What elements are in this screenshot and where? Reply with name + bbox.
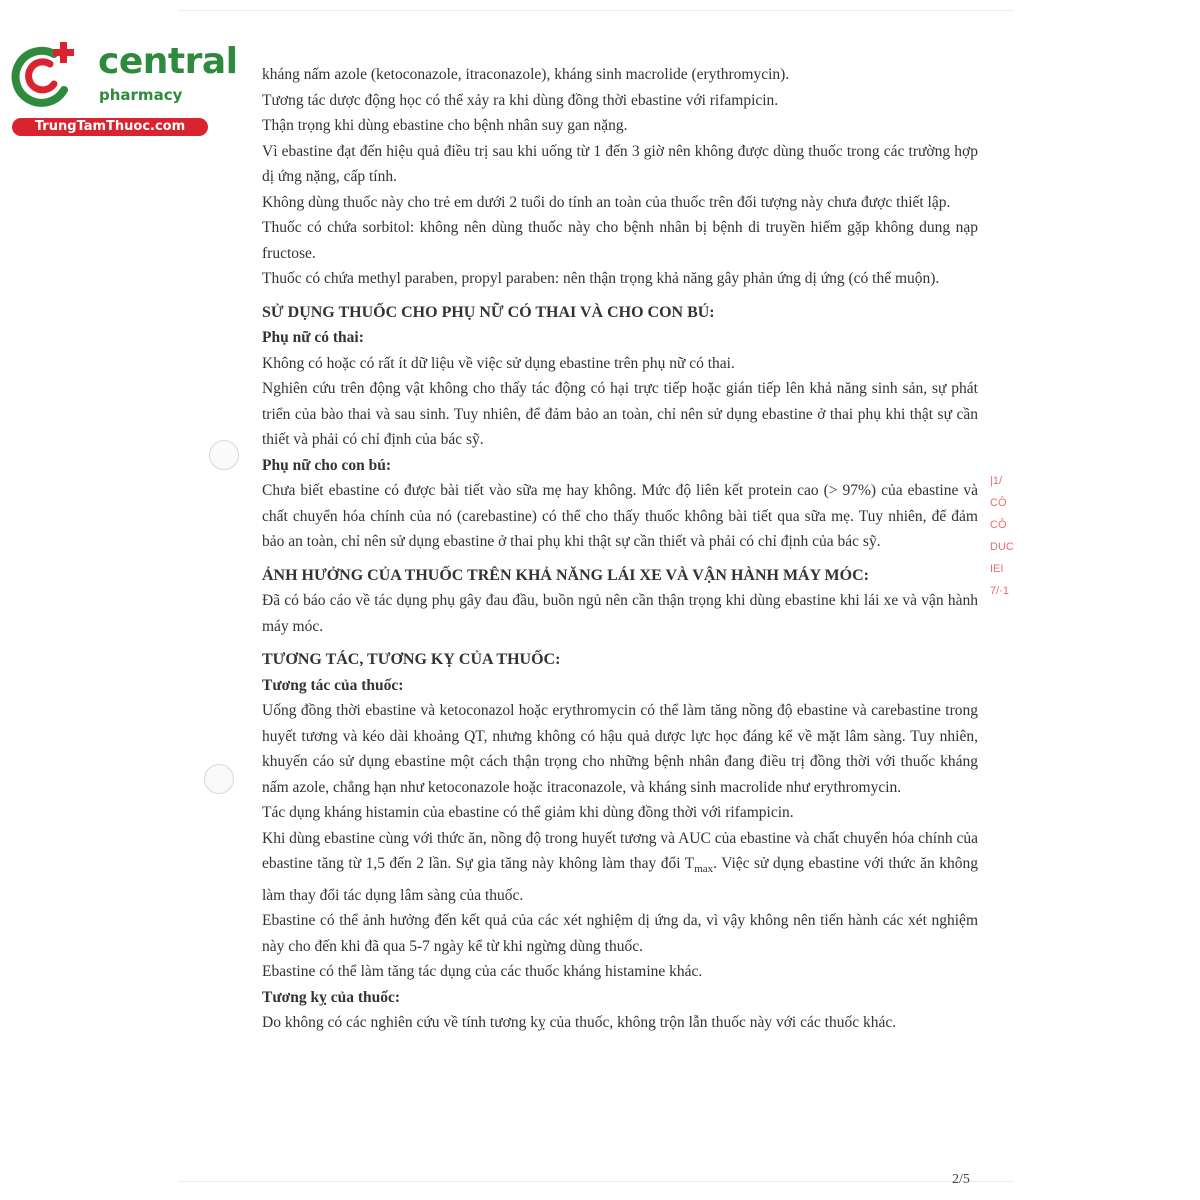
stamp-fragment: IEI <box>990 563 1004 575</box>
body-paragraph: Không dùng thuốc này cho trẻ em dưới 2 tuổi do tính an toàn của thuốc trên đối tượng này chưa được thiết lập. <box>262 193 951 211</box>
body-paragraph: Uống đồng thời ebastine và ketoconazol hoặc erythromycin có thể làm tăng nồng độ ebastine và carebastine trong huyết tương và kéo dài khoảng QT, nhưng không có hậu quả dược lực học đáng kể về mặt lâm sàng. Tuy nhiên, khuyến cáo sử dụng ebastine một cách thận trọng cho những bệnh nhân đang điều trị đồng thời với thuốc kháng nấm azole, chẳng hạn như ketoconazole hoặc itraconazole, và kháng sinh macrolide như erythromycin. <box>262 702 978 796</box>
punch-hole-lower <box>204 764 234 794</box>
body-paragraph: Ebastine có thể ảnh hưởng đến kết quả của các xét nghiệm dị ứng da, vì vậy không nên tiến hành các xét nghiệm này cho đến khi đã qua 5-7 ngày kể từ khi ngừng dùng thuốc. <box>262 912 978 955</box>
pharmacy-cross-icon <box>10 40 90 110</box>
stamp-fragment: 7/·1 <box>990 585 1009 597</box>
food-text-before: Khi dùng ebastine cùng với thức ăn, nồng độ trong huyết tương và AUC của ebastine và chất chuyển hóa chính của ebastine tăng từ 1,5 đến 2 lần. Sự gia tăng này không làm thay đổi T <box>262 829 978 872</box>
body-paragraph: Đã có báo cáo về tác dụng phụ gây đau đầu, buồn ngủ nên cần thận trọng khi dùng ebastine khi lái xe và vận hành máy móc. <box>262 592 978 635</box>
body-paragraph-food <box>262 826 978 909</box>
body-paragraph: Tương tác dược động học có thể xảy ra khi dùng đồng thời ebastine với rifampicin. <box>262 91 779 109</box>
stamp-fragment: CÔ <box>990 519 1007 531</box>
section-heading-driving: ẢNH HƯỞNG CỦA THUỐC TRÊN KHẢ NĂNG LÁI XE VÀ VẬN HÀNH MÁY MÓC: <box>262 566 869 584</box>
subheading-breastfeeding: Phụ nữ cho con bú: <box>262 456 392 474</box>
punch-hole-upper <box>209 440 239 470</box>
stamp-fragment: CÔ <box>990 497 1007 509</box>
body-paragraph: Thuốc có chứa methyl paraben, propyl paraben: nên thận trọng khả năng gây phản ứng dị ứng (có thể muộn). <box>262 270 940 287</box>
document-content <box>262 62 978 1036</box>
body-paragraph: Thuốc có chứa sorbitol: không nên dùng thuốc này cho bệnh nhân bị bệnh di truyền hiếm gặp không dung nạp fructose. <box>262 219 978 262</box>
page-number: 2/5 <box>952 1172 970 1187</box>
body-paragraph: kháng nấm azole (ketoconazole, itraconazole), kháng sinh macrolide (erythromycin). <box>262 66 790 83</box>
body-paragraph: Chưa biết ebastine có được bài tiết vào sữa mẹ hay không. Mức độ liên kết protein cao (> 97%) của ebastine và chất chuyển hóa chính của nó (carebastine) có thể cho thấy thuốc không bài tiết qua sữa mẹ. Tuy nhiên, để đảm bảo an toàn, chỉ nên sử dụng ebastine ở thai phụ khi thật sự cần thiết và phải có chỉ định của bác sỹ. <box>262 482 978 550</box>
partial-stamp <box>990 470 1018 620</box>
body-paragraph: Ebastine có thể làm tăng tác dụng của các thuốc kháng histamine khác. <box>262 963 703 981</box>
subheading-pregnant: Phụ nữ có thai: <box>262 329 364 346</box>
brand-site[interactable]: TrungTamThuoc.com <box>12 118 208 136</box>
section-heading-pregnancy: SỬ DỤNG THUỐC CHO PHỤ NỮ CÓ THAI VÀ CHO CON BÚ: <box>262 303 715 321</box>
subheading-incompatibility: Tương kỵ của thuốc: <box>262 988 401 1006</box>
subheading-interaction: Tương tác của thuốc: <box>262 676 404 694</box>
tmax-subscript: max <box>694 863 714 876</box>
stamp-fragment: |1/ <box>990 475 1003 487</box>
body-paragraph: Nghiên cứu trên động vật không cho thấy tác động có hại trực tiếp hoặc gián tiếp lên khả năng sinh sản, sự phát triển của bào thai và sau sinh. Tuy nhiên, để đảm bảo an toàn, chỉ nên sử dụng ebastine ở thai phụ khi thật sự cần thiết và phải có chỉ định của bác sỹ. <box>262 380 978 448</box>
body-paragraph: Thận trọng khi dùng ebastine cho bệnh nhân suy gan nặng. <box>262 117 628 134</box>
brand-sub: pharmacy <box>99 86 183 104</box>
body-paragraph: Vì ebastine đạt đến hiệu quả điều trị sau khi uống từ 1 đến 3 giờ nên không được dùng thuốc trong các trường hợp dị ứng nặng, cấp tính. <box>262 142 978 185</box>
brand-name: central <box>98 41 238 82</box>
food-text-after: . Việc sử dụng ebastine với thức ăn không làm thay đổi tác dụng lâm sàng của thuốc. <box>262 855 978 904</box>
section-heading-interactions: TƯƠNG TÁC, TƯƠNG KỴ CỦA THUỐC: <box>262 651 561 668</box>
stamp-fragment: DUC <box>990 541 1014 553</box>
body-paragraph: Tác dụng kháng histamin của ebastine có thể giảm khi dùng đồng thời với rifampicin. <box>262 804 794 821</box>
central-pharmacy-logo[interactable] <box>10 40 238 136</box>
body-paragraph: Do không có các nghiên cứu về tính tương kỵ của thuốc, không trộn lẫn thuốc này với các thuốc khác. <box>262 1014 897 1032</box>
body-paragraph: Không có hoặc có rất ít dữ liệu về việc sử dụng ebastine trên phụ nữ có thai. <box>262 354 735 372</box>
